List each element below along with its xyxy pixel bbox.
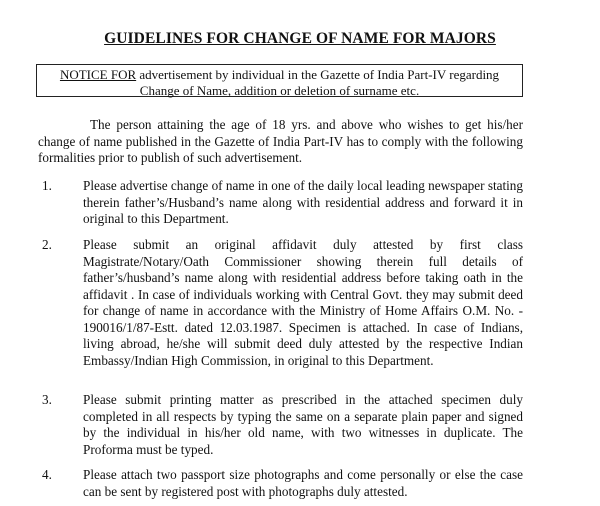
- item-text: Please submit printing matter as prescribed in the attached specimen duly completed in all respects by typing the same on a separate plain paper and signed by the individual in his/her old name, with two witnesses in duplicate. The Proforma must be typed.: [83, 392, 523, 457]
- item-number: 2.: [42, 237, 52, 252]
- list-item: [38, 392, 523, 458]
- notice-box: [36, 64, 523, 97]
- intro-paragraph: The person attaining the age of 18 yrs. and above who wishes to get his/her change of name published in the Gazette of India Part-IV has to comply with the following formalities prior to publish of such advertisement.: [38, 117, 523, 165]
- list-item: [38, 467, 523, 500]
- page-title: GUIDELINES FOR CHANGE OF NAME FOR MAJORS: [104, 30, 496, 47]
- notice-line-2: Change of Name, addition or deletion of surname etc.: [139, 83, 420, 98]
- list-item: [38, 237, 523, 369]
- item-number: 3.: [42, 392, 52, 407]
- item-text: Please attach two passport size photographs and come personally or else the case can be sent by registered post with photographs duly attested.: [83, 467, 523, 499]
- item-number: 1.: [42, 178, 52, 193]
- notice-line-1: [37, 67, 522, 83]
- list-item: [38, 178, 523, 228]
- notice-line-1-rest: advertisement by individual in the Gazette of India Part-IV regarding: [136, 67, 500, 82]
- item-text: Please submit an original affidavit duly attested by first class Magistrate/Notary/Oath Commissioner showing therein full details of father’s/husband’s name along with residential address before taking oath in the affidavit . In case of individuals working with Central Govt. they may submit deed for change of name in accordance with the Ministry of Home Affairs O.M. No. - 190016/1/87-Estt. dated 12.03.1987. Specimen is attached. In case of Indians, living abroad, he/she will submit deed duly attested by the respective Indian Embassy/Indian High Commission, in original to this Department.: [83, 237, 523, 368]
- item-number: 4.: [42, 467, 52, 482]
- notice-lead: NOTICE FOR: [59, 67, 137, 82]
- item-text: Please advertise change of name in one of the daily local leading newspaper stating therein father’s/Husband’s name along with residential address and forward it in original to this Department.: [83, 178, 523, 226]
